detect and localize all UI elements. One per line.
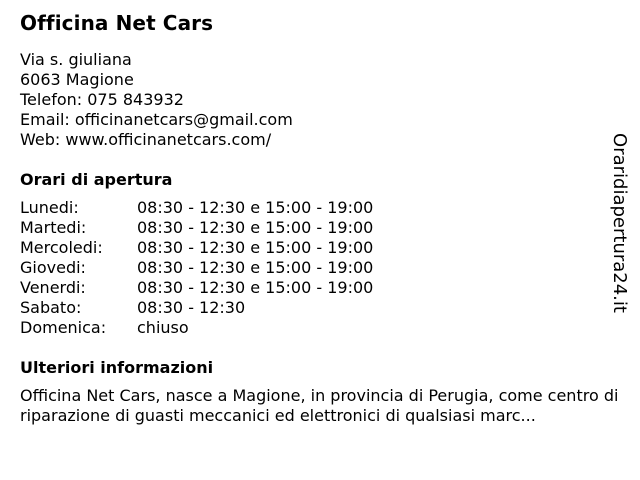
additional-info-text: Officina Net Cars, nasce a Magione, in provincia di Perugia, come centro di riparazione di guasti meccanici ed elettronici di qualsiasi marc... (20, 386, 619, 425)
hours-row-sunday (20, 318, 373, 338)
hours-row-monday (20, 198, 373, 218)
watermark (602, 134, 636, 312)
hours-value: 08:30 - 12:30 e 15:00 - 19:00 (137, 278, 374, 297)
hours-day-label: Mercoledi: (20, 238, 103, 257)
hours-value: chiuso (137, 318, 189, 337)
address-city: 6063 Magione (20, 70, 134, 89)
additional-info-heading: Ulteriori informazioni (20, 358, 214, 377)
hours-day-label: Domenica: (20, 318, 107, 337)
hours-row-saturday (20, 298, 373, 318)
address-street: Via s. giuliana (20, 50, 132, 69)
opening-hours-table (20, 198, 373, 338)
hours-value: 08:30 - 12:30 e 15:00 - 19:00 (137, 238, 374, 257)
phone-line: Telefon: 075 843932 (20, 90, 184, 109)
address-block (20, 50, 620, 150)
hours-value: 08:30 - 12:30 e 15:00 - 19:00 (137, 258, 374, 277)
hours-day-label: Venerdi: (20, 278, 86, 297)
business-card (20, 10, 620, 470)
hours-row-tuesday (20, 218, 373, 238)
business-name: Officina Net Cars (20, 11, 214, 35)
hours-value: 08:30 - 12:30 (137, 298, 246, 317)
hours-day-label: Giovedi: (20, 258, 86, 277)
hours-value: 08:30 - 12:30 e 15:00 - 19:00 (137, 198, 374, 217)
opening-hours-heading: Orari di apertura (20, 170, 173, 189)
hours-day-label: Sabato: (20, 298, 82, 317)
hours-value: 08:30 - 12:30 e 15:00 - 19:00 (137, 218, 374, 237)
hours-row-thursday (20, 258, 373, 278)
hours-day-label: Lunedi: (20, 198, 79, 217)
email-line: Email: officinanetcars@gmail.com (20, 110, 293, 129)
website-line: Web: www.officinanetcars.com/ (20, 130, 272, 149)
hours-row-wednesday (20, 238, 373, 258)
hours-row-friday (20, 278, 373, 298)
hours-day-label: Martedi: (20, 218, 87, 237)
watermark-text: Oraridiapertura24.it (609, 133, 631, 313)
